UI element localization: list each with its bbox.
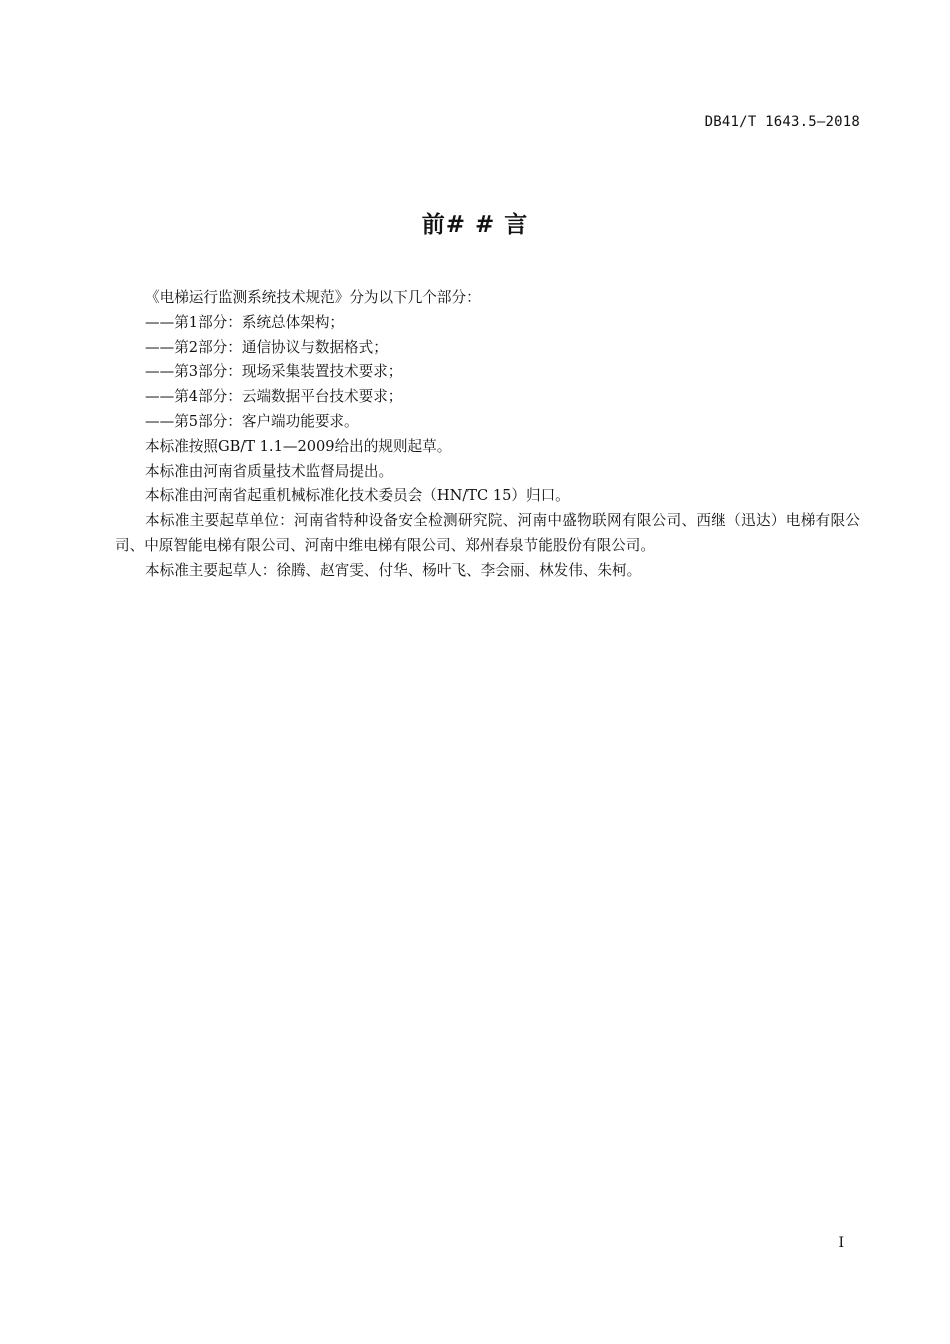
- page-number: I: [838, 1235, 844, 1251]
- document-code: DB41/T 1643.5—2018: [704, 114, 860, 130]
- paragraph-drafters: 本标准主要起草人：徐腾、赵宵雯、付华、杨叶飞、李会丽、林发伟、朱柯。: [145, 561, 642, 579]
- list-item-part-5: ——第5部分：客户端功能要求。: [145, 412, 359, 430]
- paragraph-intro: 《电梯运行监测系统技术规范》分为以下几个部分：: [145, 289, 481, 306]
- body-text: [115, 286, 860, 584]
- paragraph-committee: 本标准由河南省起重机械标准化技术委员会（HN/TC 15）归口。: [145, 487, 570, 505]
- paragraph-proposer: 本标准由河南省质量技术监督局提出。: [145, 462, 394, 480]
- list-item-part-2: ——第2部分：通信协议与数据格式；: [145, 338, 388, 356]
- section-title: 前# # 言: [421, 212, 529, 238]
- list-item-part-1: ——第1部分：系统总体架构；: [145, 313, 345, 331]
- list-item-part-4: ——第4部分：云端数据平台技术要求；: [145, 388, 403, 406]
- paragraph-drafting-units: 本标准主要起草单位：河南省特种设备安全检测研究院、河南中盛物联网有限公司、西继（迅达）电梯有限公司、中原智能电梯有限公司、河南中维电梯有限公司、郑州春泉节能股份有限公司。: [115, 512, 860, 554]
- paragraph-drafting-rules: 本标准按照GB/T 1.1—2009给出的规则起草。: [145, 437, 452, 455]
- list-item-part-3: ——第3部分：现场采集装置技术要求；: [145, 363, 403, 381]
